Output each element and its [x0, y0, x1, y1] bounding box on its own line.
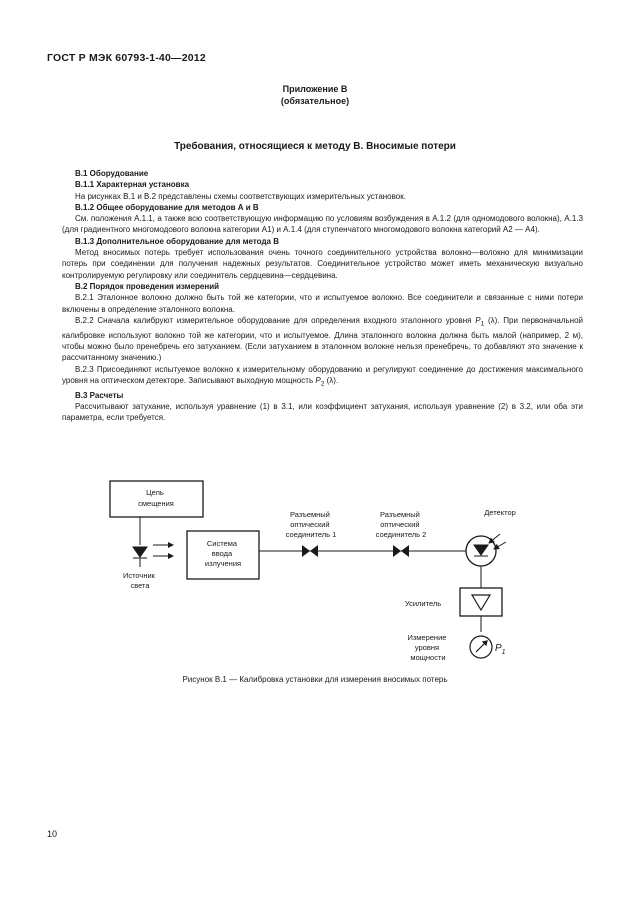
section-title: Требования, относящиеся к методу В. Вносимые потери	[174, 141, 456, 152]
symbol-p2-sub: 2	[320, 380, 325, 388]
paragraph-b1-2: См. положения А.1.1, а также всю соответствующую информацию по условиям возбуждения в А.1.2 (для одномодового волокна), А.1.3 (для градиентного многомодового волокна категории А1) и А.1.4 (для ступенчатого многомодового волокна категорий А2 — А4).	[62, 214, 583, 235]
heading-b3: В.3 Расчеты	[75, 390, 124, 400]
connector-1-icon	[302, 545, 318, 557]
paragraph-b1-3: Метод вносимых потерь требует использования очень точного соединительного устройства волокно—волокно для минимизации потерь при соединении для получения надежных результатов. Соединительное устройство может иметь механическую визуально контролируемую регулировку или соединитель сердцевина—сердцевина.	[62, 248, 583, 280]
figure-caption: Рисунок В.1 — Калибровка установки для измерения вносимых потерь	[182, 675, 448, 684]
bias-circuit-label: Цепь смещения	[138, 488, 174, 508]
heading-b1: В.1 Оборудование	[75, 169, 149, 178]
power-meter-icon	[470, 636, 492, 658]
light-source-label: Источник света	[122, 571, 155, 590]
heading-b1-2: В.1.2 Общее оборудование для методов А и В	[75, 202, 259, 212]
amplifier-label: Усилитель	[404, 599, 442, 608]
emission-arrows-icon	[153, 545, 173, 556]
paragraph-b2-2-start: В.2.2 Сначала калибруют измерительное оборудование для определения входного эталонного уровня	[75, 315, 472, 325]
power-symbol: $P_1$	[495, 643, 506, 656]
power-meter-label: Измерение уровня мощности	[407, 633, 447, 662]
light-source-diode-icon	[133, 547, 147, 558]
document-header: ГОСТ Р МЭК 60793-1-40—2012	[47, 52, 206, 64]
paragraph-b2-3-start: В.2.3 Присоединяют испытуемое волокно к измерительному оборудованию и регулируют соединение до достижения максимального уровня на оптическом детекторе. Записывают выходную мощность	[62, 364, 583, 385]
heading-b1-3: В.1.3 Дополнительное оборудование для метода В	[75, 236, 279, 246]
detector-label: Детектор	[484, 508, 516, 517]
connector-2-icon	[393, 545, 409, 557]
amplifier-box	[460, 588, 502, 616]
paragraph-b2-3-end: (λ).	[324, 375, 339, 385]
heading-b1-1: В.1.1 Характерная установка	[75, 180, 190, 190]
heading-b2: В.2 Порядок проведения измерений	[75, 281, 220, 291]
connector-1-label: Разъемный оптический соединитель 1	[285, 510, 337, 539]
paragraph-b3: Рассчитывают затухание, используя уравнение (1) в 3.1, или коэффициент затухания, используя уравнение (2) в 3.2, или оба эти параметра, если требуется.	[62, 402, 583, 423]
calibration-diagram	[0, 470, 630, 670]
paragraph-b2-2	[62, 315, 583, 364]
annex-status: (обязательное)	[280, 96, 350, 106]
annex-heading	[0, 83, 630, 107]
launch-system-label: Система ввода излучения	[204, 539, 242, 568]
paragraph-b2-2-end: (λ). При первоначальной калибровке используют волокно той же категории, что и испытуемое. Длина эталонного волокна должна быть малой (например, 2 м), чтобы можно было пренебречь его затуханием. (Если затуханием в эталонном волокне нельзя пренебречь, то добавляют это значение к рассчитанному значению.)	[62, 315, 583, 363]
paragraph-b2-1: В.2.1 Эталонное волокно должно быть той же категории, что и испытуемое волокно. Все соединители и связанные с ними потери включены в определение эталонного волокна.	[62, 293, 583, 314]
page-number: 10	[47, 829, 58, 839]
body-text	[62, 168, 583, 424]
annex-title: Приложение В	[282, 84, 348, 94]
symbol-p1-sub: 1	[480, 320, 485, 328]
detector-icon	[466, 534, 506, 566]
connector-2-label: Разъемный оптический соединитель 2	[375, 510, 427, 539]
paragraph-b1-1: На рисунках В.1 и В.2 представлены схемы соответствующих измерительных установок.	[75, 191, 406, 201]
amplifier-icon	[472, 595, 490, 610]
symbol-p2: P	[315, 375, 321, 385]
paragraph-b2-3	[62, 364, 583, 390]
symbol-p1: P	[475, 315, 481, 325]
